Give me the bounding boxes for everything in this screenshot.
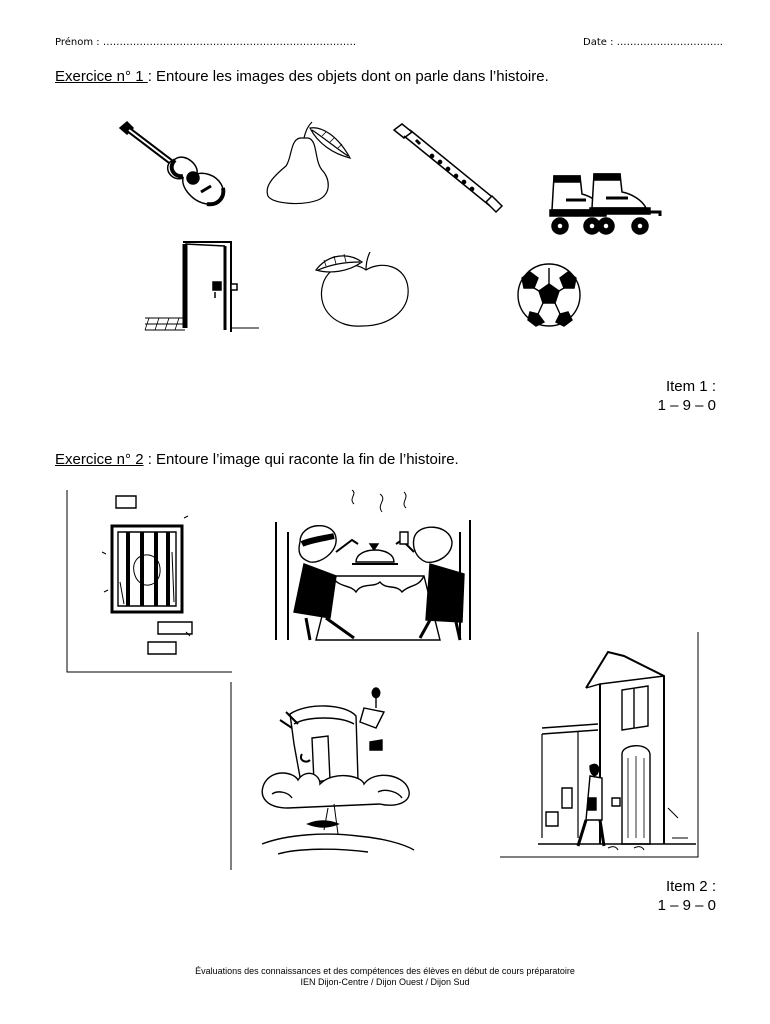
item1-scale: 1 – 9 – 0 [657, 397, 716, 414]
page-footer [0, 966, 770, 988]
broken-house-drawing[interactable] [258, 684, 418, 864]
item1-label: Item 1 : [665, 378, 716, 395]
item2-scale: 1 – 9 – 0 [657, 897, 716, 914]
exercise1-label: Exercice n° 1 [55, 68, 148, 85]
dinner-table-drawing[interactable] [270, 492, 480, 644]
footer-line2: IEN Dijon-Centre / Dijon Ouest / Dijon Sud [300, 977, 470, 987]
exercise2-label: Exercice n° 2 [55, 451, 144, 468]
footer-line1: Évaluations des connaissances et des compétences des élèves en début de cours préparatoire [195, 966, 575, 976]
exercise2-instruction: : Entoure l’image qui raconte la fin de l’histoire. [143, 451, 459, 468]
item2-label: Item 2 : [665, 878, 716, 895]
item2-score [658, 877, 716, 915]
village-street-drawing[interactable] [538, 648, 696, 856]
prison-window-drawing[interactable] [98, 492, 198, 662]
exercise1-instruction: : Entoure les images des objets dont on parle dans l’histoire. [147, 68, 549, 85]
prenom-field: Prénom : …………………………………………………………………. [55, 37, 357, 48]
date-field: Date : ………………………….. [583, 37, 723, 48]
